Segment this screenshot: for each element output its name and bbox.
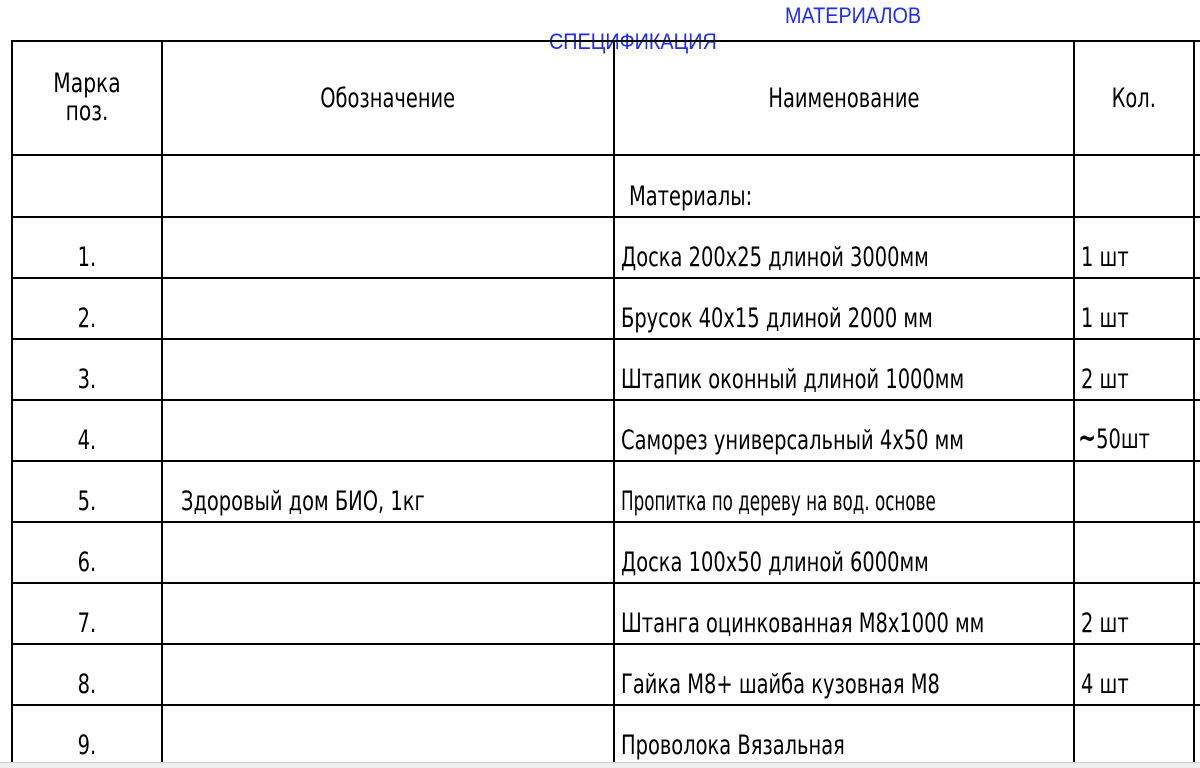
cell-qty [1074, 461, 1194, 522]
cell-designation [162, 644, 614, 705]
table-row [12, 339, 1200, 400]
cell-mark: 8. [12, 644, 162, 705]
cell-qty: 1 шт [1074, 217, 1194, 278]
cell-name: Брусок 40х15 длиной 2000 мм [614, 278, 1074, 339]
section-label-cell [614, 155, 1074, 217]
cell-name: Саморез универсальный 4х50 мм [614, 400, 1074, 461]
cell-qty: 1 шт [1074, 278, 1194, 339]
table-row [12, 644, 1200, 705]
cell-mark: 6. [12, 522, 162, 583]
cell-qty: ~50шт [1074, 400, 1194, 461]
cell-designation [162, 278, 614, 339]
cell-designation [162, 400, 614, 461]
header-name: Наименование [614, 41, 1074, 155]
cell-mark: 2. [12, 278, 162, 339]
cell-extra [1194, 644, 1200, 705]
document-title [537, 3, 922, 54]
cell-designation [162, 522, 614, 583]
cell-extra [1194, 217, 1200, 278]
cell-extra [1194, 522, 1200, 583]
cell-qty: 2 шт [1074, 339, 1194, 400]
header-extra [1194, 41, 1200, 155]
cell-qty [1074, 522, 1194, 583]
cell-mark: 4. [12, 400, 162, 461]
cell-mark [12, 155, 162, 217]
cell-qty: 4 шт [1074, 644, 1194, 705]
header-row [12, 41, 1200, 155]
cell-mark: 7. [12, 583, 162, 644]
specification-table [11, 40, 1200, 767]
cell-designation [162, 339, 614, 400]
cell-designation [162, 217, 614, 278]
table-row [12, 461, 1200, 522]
title-word-1: СПЕЦИФИКАЦИЯ [549, 29, 718, 54]
cell-designation [162, 155, 614, 217]
cell-mark: 1. [12, 217, 162, 278]
header-designation: Обозначение [162, 41, 614, 155]
table-row [12, 278, 1200, 339]
table-row [12, 705, 1200, 766]
header-qty: Кол. [1074, 41, 1194, 155]
cell-mark: 5. [12, 461, 162, 522]
cell-extra [1194, 400, 1200, 461]
section-label: Материалы: [629, 181, 753, 212]
table-row [12, 217, 1200, 278]
cell-extra [1194, 155, 1200, 217]
cell-mark: 3. [12, 339, 162, 400]
cell-extra [1194, 705, 1200, 766]
cell-extra [1194, 461, 1200, 522]
table-row [12, 400, 1200, 461]
cell-mark: 9. [12, 705, 162, 766]
cell-name: Штанга оцинкованная М8х1000 мм [614, 583, 1074, 644]
section-row [12, 155, 1200, 217]
cell-extra [1194, 339, 1200, 400]
header-mark: Марка поз. [12, 41, 162, 155]
cell-designation [162, 705, 614, 766]
horizontal-scrollbar[interactable] [0, 762, 1200, 768]
cell-name: Пропитка по дереву на вод. основе [614, 461, 1074, 522]
approx-icon: ~ [1078, 421, 1097, 456]
cell-designation [162, 583, 614, 644]
cell-name: Доска 200х25 длиной 3000мм [614, 217, 1074, 278]
table-row [12, 522, 1200, 583]
cell-name: Гайка М8+ шайба кузовная М8 [614, 644, 1074, 705]
cell-name: Доска 100х50 длиной 6000мм [614, 522, 1074, 583]
cell-extra [1194, 278, 1200, 339]
cell-qty: 2 шт [1074, 583, 1194, 644]
cell-qty [1074, 705, 1194, 766]
cell-extra [1194, 583, 1200, 644]
cell-designation: Здоровый дом БИО, 1кг [162, 461, 614, 522]
cell-name: Штапик оконный длиной 1000мм [614, 339, 1074, 400]
table-row [12, 583, 1200, 644]
title-word-2: МАТЕРИАЛОВ [785, 3, 922, 28]
cell-name: Проволока Вязальная [614, 705, 1074, 766]
cell-qty [1074, 155, 1194, 217]
